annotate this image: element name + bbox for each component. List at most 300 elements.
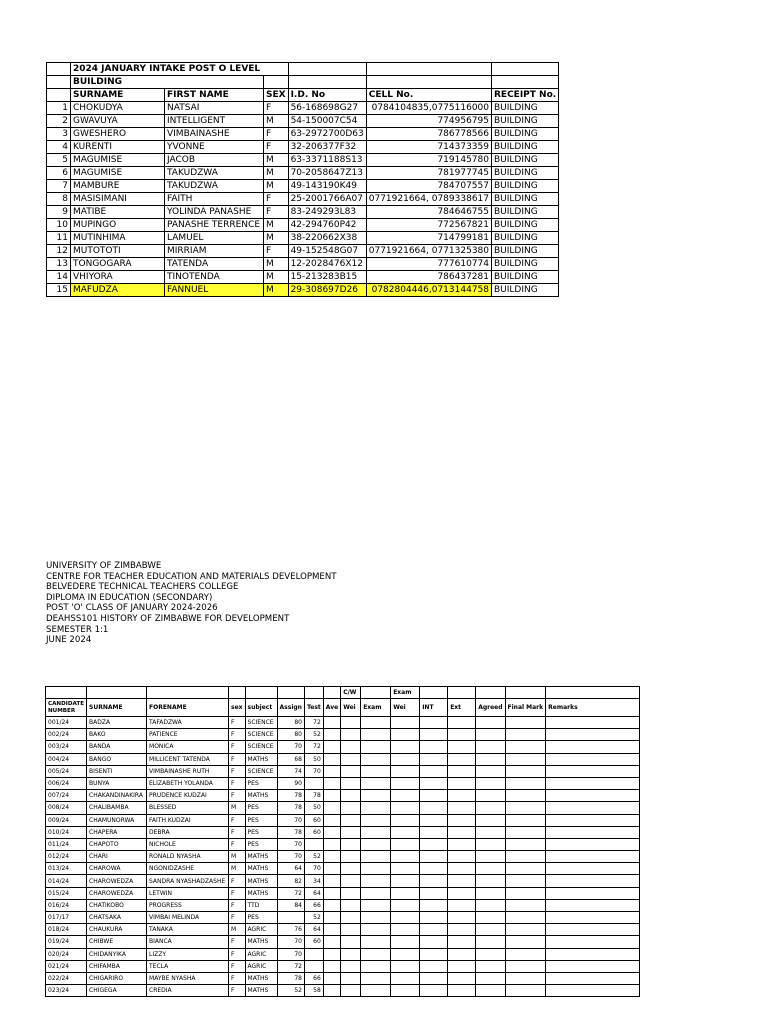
final-mark-cell [505, 814, 546, 826]
exam-cell [361, 838, 391, 850]
header-receipt: RECEIPT No. [492, 89, 559, 102]
cell [366, 63, 491, 76]
header-cell: CELL No. [366, 89, 491, 102]
remarks-cell [546, 875, 640, 887]
row-number: 10 [47, 219, 71, 232]
row-number: 15 [47, 284, 71, 297]
int-cell [420, 875, 448, 887]
remarks-cell [546, 814, 640, 826]
sex-cell: F [229, 765, 246, 777]
row-number: 4 [47, 141, 71, 154]
wei-cell [341, 790, 361, 802]
wei-cell [341, 814, 361, 826]
test-cell: 64 [304, 924, 323, 936]
sex-cell: F [264, 102, 289, 115]
cell-number-cell: 714373359 [366, 141, 491, 154]
agreed-cell [476, 765, 505, 777]
receipt-cell: BUILDING [492, 128, 559, 141]
sex-cell: M [264, 154, 289, 167]
ave-cell [323, 717, 340, 729]
forename-cell: TAFADZWA [147, 717, 229, 729]
subject-cell: MATHS [245, 790, 277, 802]
test-cell: 78 [304, 790, 323, 802]
int-cell [420, 899, 448, 911]
final-mark-cell [505, 924, 546, 936]
wei-cell [341, 863, 361, 875]
cell-number-cell: 714799181 [366, 232, 491, 245]
surname-cell: MUPINGO [71, 219, 165, 232]
first-name-cell: LAMUEL [165, 232, 264, 245]
exam-cell [361, 912, 391, 924]
table-row [46, 912, 640, 924]
ave-cell [323, 912, 340, 924]
cell [46, 687, 87, 699]
id-number-cell: 63-2972700D63 [288, 128, 366, 141]
agreed-cell [476, 972, 505, 984]
agreed-cell [476, 729, 505, 741]
ext-cell [448, 717, 476, 729]
remarks-cell [546, 960, 640, 972]
table-row [46, 985, 640, 997]
surname-cell: MAFUDZA [71, 284, 165, 297]
subject-cell: MATHS [245, 863, 277, 875]
remarks-cell [546, 851, 640, 863]
surname-cell: MAMBURE [71, 180, 165, 193]
subject-cell: PES [245, 814, 277, 826]
assign-cell: 72 [277, 887, 304, 899]
sex-cell: M [264, 271, 289, 284]
surname-cell: CHAROWA [87, 863, 147, 875]
exam-cell [361, 851, 391, 863]
id-number-cell: 32-206377F32 [288, 141, 366, 154]
cell [505, 687, 546, 699]
ave-cell [323, 753, 340, 765]
cell [492, 76, 559, 89]
forename-cell: FAITH KUDZAI [147, 814, 229, 826]
assign-cell [277, 912, 304, 924]
assign-cell: 72 [277, 960, 304, 972]
surname-cell: CHATSAKA [87, 912, 147, 924]
ext-cell [448, 765, 476, 777]
test-cell: 64 [304, 887, 323, 899]
id-number-cell: 42-294760P42 [288, 219, 366, 232]
agreed-cell [476, 936, 505, 948]
forename-cell: DEBRA [147, 826, 229, 838]
int-cell [420, 802, 448, 814]
table-row [46, 863, 640, 875]
surname-cell: CHAPOTO [87, 838, 147, 850]
sex-cell: F [229, 826, 246, 838]
sex-cell: F [229, 960, 246, 972]
assign-cell: 68 [277, 753, 304, 765]
sex-cell: F [229, 741, 246, 753]
subject-cell: AGRIC [245, 960, 277, 972]
agreed-cell [476, 777, 505, 789]
sex-cell: M [229, 851, 246, 863]
test-cell: 66 [304, 972, 323, 984]
row-number: 12 [47, 245, 71, 258]
table-row [46, 802, 640, 814]
remarks-cell [546, 899, 640, 911]
ext-cell [448, 753, 476, 765]
row-number: 13 [47, 258, 71, 271]
header-line: CENTRE FOR TEACHER EDUCATION AND MATERIALS DEVELOPMENT [46, 571, 337, 582]
wei-exam-cell [391, 948, 420, 960]
agreed-cell [476, 851, 505, 863]
ext-cell [448, 924, 476, 936]
first-name-cell: TINOTENDA [165, 271, 264, 284]
first-name-cell: PANASHE TERRENCE [165, 219, 264, 232]
forename-cell: MAYBE NYASHA [147, 972, 229, 984]
ave-cell [323, 851, 340, 863]
table-row [46, 753, 640, 765]
surname-cell: CHIGEGA [87, 985, 147, 997]
candidate-number-cell: 004/24 [46, 753, 87, 765]
exam-cell [361, 863, 391, 875]
table-row [46, 729, 640, 741]
test-cell: 50 [304, 802, 323, 814]
ext-cell [448, 863, 476, 875]
exam-cell [361, 826, 391, 838]
ave-cell [323, 960, 340, 972]
wei-exam-cell [391, 790, 420, 802]
assign-cell: 90 [277, 777, 304, 789]
wei-exam-cell [391, 838, 420, 850]
intake-title: 2024 JANUARY INTAKE POST O LEVEL [71, 63, 264, 76]
forename-cell: NICHOLE [147, 838, 229, 850]
test-cell: 52 [304, 729, 323, 741]
final-mark-cell [505, 912, 546, 924]
test-cell: 70 [304, 863, 323, 875]
subject-cell: MATHS [245, 887, 277, 899]
assign-cell: 80 [277, 717, 304, 729]
int-cell [420, 887, 448, 899]
header-agreed: Agreed [476, 699, 505, 717]
table-row [46, 887, 640, 899]
int-cell [420, 753, 448, 765]
wei-exam-cell [391, 802, 420, 814]
exam-cell [361, 753, 391, 765]
exam-cell [361, 777, 391, 789]
ave-cell [323, 863, 340, 875]
id-number-cell: 54-150007C54 [288, 115, 366, 128]
wei-cell [341, 924, 361, 936]
ave-cell [323, 765, 340, 777]
exam-cell [361, 729, 391, 741]
ext-cell [448, 826, 476, 838]
row-number: 6 [47, 167, 71, 180]
cell [361, 687, 391, 699]
header-assign: Assign [277, 699, 304, 717]
surname-cell: CHIDANYIKA [87, 948, 147, 960]
forename-cell: CREDIA [147, 985, 229, 997]
int-cell [420, 777, 448, 789]
header-id: I.D. No [288, 89, 366, 102]
final-mark-cell [505, 936, 546, 948]
wei-exam-cell [391, 777, 420, 789]
cell [47, 76, 71, 89]
cell [245, 687, 277, 699]
wei-cell [341, 765, 361, 777]
agreed-cell [476, 814, 505, 826]
forename-cell: TECLA [147, 960, 229, 972]
sex-cell: F [264, 141, 289, 154]
table-row [46, 838, 640, 850]
candidate-number-cell: 008/24 [46, 802, 87, 814]
ave-cell [323, 936, 340, 948]
assign-cell: 76 [277, 924, 304, 936]
test-cell: 60 [304, 814, 323, 826]
assign-cell: 70 [277, 851, 304, 863]
assign-cell: 78 [277, 826, 304, 838]
wei-cell [341, 777, 361, 789]
candidate-number-cell: 015/24 [46, 887, 87, 899]
surname-cell: BUNYA [87, 777, 147, 789]
agreed-cell [476, 863, 505, 875]
first-name-cell: FANNUEL [165, 284, 264, 297]
ext-cell [448, 948, 476, 960]
header-sex: sex [229, 699, 246, 717]
id-number-cell: 49-152548G07 [288, 245, 366, 258]
final-mark-cell [505, 741, 546, 753]
surname-cell: TONGOGARA [71, 258, 165, 271]
forename-cell: VIMBAI MELINDA [147, 912, 229, 924]
final-mark-cell [505, 972, 546, 984]
cell-number-cell: 0784104835,0775116000 [366, 102, 491, 115]
candidate-number-cell: 023/24 [46, 985, 87, 997]
remarks-cell [546, 765, 640, 777]
final-mark-cell [505, 729, 546, 741]
agreed-cell [476, 802, 505, 814]
remarks-cell [546, 912, 640, 924]
wei-cell [341, 875, 361, 887]
final-mark-cell [505, 765, 546, 777]
table-row [47, 219, 559, 232]
ave-cell [323, 948, 340, 960]
assign-cell: 70 [277, 814, 304, 826]
top-cw-label: C/W [341, 687, 361, 699]
id-number-cell: 25-2001766A07 [288, 193, 366, 206]
int-cell [420, 814, 448, 826]
first-name-cell: INTELLIGENT [165, 115, 264, 128]
subject-cell: SCIENCE [245, 729, 277, 741]
sex-cell: F [229, 790, 246, 802]
forename-cell: PATIENCE [147, 729, 229, 741]
ext-cell [448, 875, 476, 887]
int-cell [420, 972, 448, 984]
sex-cell: F [229, 948, 246, 960]
int-cell [420, 936, 448, 948]
exam-cell [361, 765, 391, 777]
id-number-cell: 38-220662X38 [288, 232, 366, 245]
final-mark-cell [505, 753, 546, 765]
ave-cell [323, 887, 340, 899]
subject-cell: PES [245, 826, 277, 838]
surname-cell: GWESHERO [71, 128, 165, 141]
exam-cell [361, 960, 391, 972]
ext-cell [448, 851, 476, 863]
receipt-cell: BUILDING [492, 232, 559, 245]
candidate-number-cell: 019/24 [46, 936, 87, 948]
marks-table [45, 686, 640, 997]
candidate-number-cell: 012/24 [46, 851, 87, 863]
test-cell: 66 [304, 899, 323, 911]
ave-cell [323, 899, 340, 911]
table-row [47, 284, 559, 297]
candidate-number-cell: 017/17 [46, 912, 87, 924]
table-row [47, 167, 559, 180]
surname-cell: CHIBWE [87, 936, 147, 948]
exam-cell [361, 741, 391, 753]
table-row [47, 193, 559, 206]
receipt-cell: BUILDING [492, 245, 559, 258]
agreed-cell [476, 887, 505, 899]
int-cell [420, 765, 448, 777]
remarks-cell [546, 790, 640, 802]
cell-number-cell: 0771921664, 0789338617 [366, 193, 491, 206]
forename-cell: BLESSED [147, 802, 229, 814]
candidate-number-cell: 009/24 [46, 814, 87, 826]
final-mark-cell [505, 838, 546, 850]
exam-cell [361, 948, 391, 960]
remarks-cell [546, 887, 640, 899]
sex-cell: F [229, 717, 246, 729]
row-number: 3 [47, 128, 71, 141]
surname-cell: KURENTI [71, 141, 165, 154]
cell [288, 63, 366, 76]
final-mark-cell [505, 826, 546, 838]
table-row [46, 717, 640, 729]
sex-cell: F [229, 972, 246, 984]
int-cell [420, 838, 448, 850]
wei-exam-cell [391, 985, 420, 997]
ave-cell [323, 802, 340, 814]
header-exam: Exam [361, 699, 391, 717]
cell-number-cell: 0782804446,0713144758 [366, 284, 491, 297]
wei-cell [341, 972, 361, 984]
receipt-cell: BUILDING [492, 167, 559, 180]
subject-cell: PES [245, 838, 277, 850]
surname-cell: CHARI [87, 851, 147, 863]
cell [546, 687, 640, 699]
sex-cell: F [229, 814, 246, 826]
wei-exam-cell [391, 972, 420, 984]
wei-exam-cell [391, 887, 420, 899]
receipt-cell: BUILDING [492, 180, 559, 193]
remarks-cell [546, 972, 640, 984]
ave-cell [323, 972, 340, 984]
assign-cell: 70 [277, 741, 304, 753]
row-number: 8 [47, 193, 71, 206]
receipt-cell: BUILDING [492, 284, 559, 297]
wei-exam-cell [391, 729, 420, 741]
subject-cell: MATHS [245, 972, 277, 984]
agreed-cell [476, 826, 505, 838]
assign-cell: 78 [277, 802, 304, 814]
wei-cell [341, 960, 361, 972]
subject-cell: MATHS [245, 875, 277, 887]
cell-number-cell: 786437281 [366, 271, 491, 284]
wei-exam-cell [391, 875, 420, 887]
header-wei-exam: Wei [391, 699, 420, 717]
agreed-cell [476, 924, 505, 936]
cell-number-cell: 0771921664, 0771325380 [366, 245, 491, 258]
table-row [46, 790, 640, 802]
id-number-cell: 70-2058647Z13 [288, 167, 366, 180]
candidate-number-cell: 006/24 [46, 777, 87, 789]
header-line: DIPLOMA IN EDUCATION (SECONDARY) [46, 592, 213, 603]
test-cell [304, 777, 323, 789]
header-first-name: FIRST NAME [165, 89, 264, 102]
cell-number-cell: 781977745 [366, 167, 491, 180]
candidate-number-cell: 010/24 [46, 826, 87, 838]
int-cell [420, 741, 448, 753]
ave-cell [323, 814, 340, 826]
assign-cell: 70 [277, 936, 304, 948]
table-row [47, 245, 559, 258]
forename-cell: LIZZY [147, 948, 229, 960]
sex-cell: F [229, 838, 246, 850]
surname-cell: CHALIBAMBA [87, 802, 147, 814]
int-cell [420, 826, 448, 838]
cell-number-cell: 719145780 [366, 154, 491, 167]
ave-cell [323, 826, 340, 838]
candidate-number-cell: 005/24 [46, 765, 87, 777]
assign-cell: 74 [277, 765, 304, 777]
candidate-number-cell: 001/24 [46, 717, 87, 729]
candidate-number-cell: 013/24 [46, 863, 87, 875]
remarks-cell [546, 753, 640, 765]
ext-cell [448, 912, 476, 924]
ave-cell [323, 790, 340, 802]
agreed-cell [476, 899, 505, 911]
header-subject: subject [245, 699, 277, 717]
sex-cell: F [229, 753, 246, 765]
sex-cell: M [264, 167, 289, 180]
table-row [47, 128, 559, 141]
final-mark-cell [505, 717, 546, 729]
first-name-cell: YVONNE [165, 141, 264, 154]
wei-cell [341, 838, 361, 850]
final-mark-cell [505, 863, 546, 875]
surname-cell: MASISIMANI [71, 193, 165, 206]
row-number: 14 [47, 271, 71, 284]
document-header [46, 561, 337, 646]
header-final-mark: Final Mark [505, 699, 546, 717]
agreed-cell [476, 985, 505, 997]
subject-cell: PES [245, 802, 277, 814]
wei-cell [341, 851, 361, 863]
forename-cell: SANDRA NYASHADZASHE [147, 875, 229, 887]
int-cell [420, 924, 448, 936]
header-sex: SEX [264, 89, 289, 102]
header-forename: FORENAME [147, 699, 229, 717]
sex-cell: M [264, 115, 289, 128]
receipt-cell: BUILDING [492, 258, 559, 271]
header-remarks: Remarks [546, 699, 640, 717]
ave-cell [323, 838, 340, 850]
first-name-cell: FAITH [165, 193, 264, 206]
table-row [46, 777, 640, 789]
receipt-cell: BUILDING [492, 141, 559, 154]
surname-cell: CHAPERA [87, 826, 147, 838]
table-row [47, 154, 559, 167]
ext-cell [448, 814, 476, 826]
sex-cell: M [229, 924, 246, 936]
ext-cell [448, 985, 476, 997]
agreed-cell [476, 753, 505, 765]
wei-cell [341, 729, 361, 741]
